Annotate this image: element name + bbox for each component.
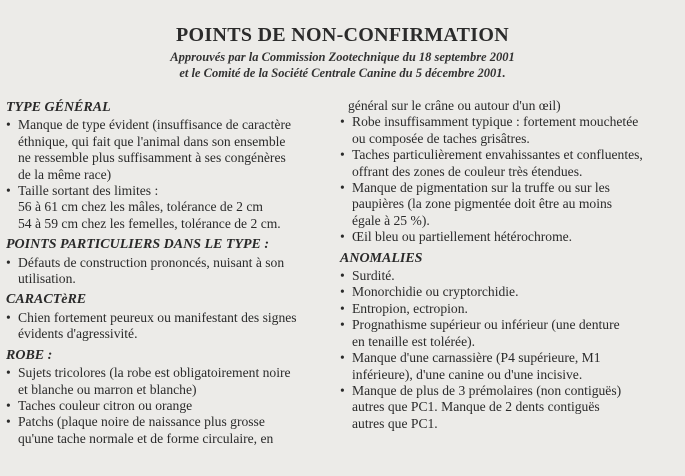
item-line: et blanche ou marron et blanche) bbox=[18, 381, 197, 397]
bullet-icon: • bbox=[340, 268, 345, 284]
page-title: POINTS DE NON-CONFIRMATION bbox=[176, 24, 509, 46]
bullet-icon: • bbox=[340, 317, 345, 333]
section-heading-anomalies: ANOMALIES bbox=[340, 250, 423, 266]
bullet-icon: • bbox=[340, 229, 345, 245]
bullet-icon: • bbox=[340, 284, 345, 300]
list-item bbox=[340, 147, 662, 180]
section-heading-points-particuliers: POINTS PARTICULIERS DANS LE TYPE : bbox=[6, 237, 270, 253]
item-line: Entropion, ectropion. bbox=[352, 300, 468, 316]
section-heading-robe: ROBE : bbox=[6, 347, 53, 363]
bullet-icon: • bbox=[6, 254, 11, 270]
item-line: Taches couleur citron ou orange bbox=[18, 397, 193, 413]
item-line: Œil bleu ou partiellement hétérochrome. bbox=[352, 229, 573, 245]
item-line: offrant des zones de couleur très étendues. bbox=[352, 163, 583, 179]
item-line: autres que PC1. bbox=[352, 415, 438, 431]
spacer bbox=[340, 246, 662, 249]
item-line: Taille sortant des limites : bbox=[18, 183, 159, 199]
bullet-icon: • bbox=[340, 147, 345, 163]
item-line: ou composée de taches grisâtres. bbox=[352, 130, 530, 146]
spacer bbox=[6, 287, 322, 290]
bullet-icon: • bbox=[6, 414, 11, 430]
right-column bbox=[340, 98, 662, 432]
bullet-icon: • bbox=[6, 309, 11, 325]
item-line: Patchs (plaque noire de naissance plus grosse bbox=[18, 414, 265, 430]
item-line: utilisation. bbox=[18, 271, 76, 287]
list-item bbox=[6, 310, 322, 343]
list-item bbox=[6, 365, 322, 398]
list-item bbox=[340, 350, 662, 383]
item-line: éthnique, qui fait que l'animal dans son ensemble bbox=[18, 133, 286, 149]
robe-continued-line: général sur le crâne ou autour d'un œil) bbox=[348, 98, 561, 113]
item-line: paupières (la zone pigmentée doit être au moins bbox=[352, 196, 613, 212]
item-line: Manque d'une carnassière (P4 supérieure, M1 bbox=[352, 350, 601, 366]
item-line: Manque de pigmentation sur la truffe ou sur les bbox=[352, 180, 610, 196]
item-line: Monorchidie ou cryptorchidie. bbox=[352, 284, 519, 300]
spacer bbox=[6, 232, 322, 235]
item-line: Sujets tricolores (la robe est obligatoirement noire bbox=[18, 365, 291, 381]
list-item bbox=[340, 383, 662, 432]
list-item bbox=[340, 317, 662, 350]
section-heading-caractere: CARACTèRE bbox=[6, 292, 87, 308]
bullet-icon: • bbox=[340, 180, 345, 196]
bullet-icon: • bbox=[340, 350, 345, 366]
item-line: Manque de plus de 3 prémolaires (non contiguës) bbox=[352, 382, 622, 398]
list-item bbox=[340, 268, 662, 284]
size-line: 54 à 59 cm chez les femelles, tolérance de 2 cm. bbox=[18, 215, 281, 231]
bullet-icon: • bbox=[6, 365, 11, 381]
item-line: évidents d'agressivité. bbox=[18, 326, 138, 342]
bullet-icon: • bbox=[6, 117, 11, 133]
subtitle-line-2: et le Comité de la Société Centrale Canine du 5 décembre 2001. bbox=[179, 66, 506, 80]
item-line: ne ressemble plus suffisamment à ses congénères bbox=[18, 150, 286, 166]
item-line: de la même race) bbox=[18, 166, 112, 182]
list-item bbox=[6, 183, 322, 199]
bullet-icon: • bbox=[340, 382, 345, 398]
list-item bbox=[6, 414, 322, 447]
item-line: qu'une tache normale et de forme circulaire, en bbox=[18, 430, 274, 446]
item-line: Robe insuffisamment typique : fortement mouchetée bbox=[352, 114, 639, 130]
item-line: en tenaille est tolérée). bbox=[352, 333, 476, 349]
list-item bbox=[6, 117, 322, 183]
item-line: Manque de type évident (insuffisance de caractère bbox=[18, 117, 292, 133]
item-line: égale à 25 %). bbox=[352, 212, 430, 228]
left-column bbox=[6, 98, 322, 447]
subtitle-line-1: Approuvés par la Commission Zootechnique du 18 septembre 2001 bbox=[170, 50, 515, 64]
list-item bbox=[6, 255, 322, 288]
item-line: Défauts de construction prononcés, nuisant à son bbox=[18, 254, 285, 270]
item-line: autres que PC1. Manque de 2 dents contiguës bbox=[352, 399, 600, 415]
size-line: 56 à 61 cm chez les mâles, tolérance de 2 cm bbox=[18, 199, 263, 215]
bullet-icon: • bbox=[6, 397, 11, 413]
spacer bbox=[6, 343, 322, 346]
list-item bbox=[6, 398, 322, 414]
list-item bbox=[340, 284, 662, 300]
section-heading-type-general: TYPE GÉNÉRAL bbox=[6, 100, 111, 115]
item-line: Surdité. bbox=[352, 268, 395, 284]
item-line: Prognathisme supérieur ou inférieur (une denture bbox=[352, 317, 620, 333]
list-item bbox=[340, 114, 662, 147]
bullet-icon: • bbox=[340, 114, 345, 130]
list-item bbox=[340, 229, 662, 245]
bullet-icon: • bbox=[340, 300, 345, 316]
item-line: Chien fortement peureux ou manifestant des signes bbox=[18, 309, 297, 325]
list-item bbox=[340, 180, 662, 229]
item-line: Taches particulièrement envahissantes et confluentes, bbox=[352, 147, 643, 163]
list-item bbox=[340, 301, 662, 317]
bullet-icon: • bbox=[6, 183, 11, 199]
item-line: inférieure), d'une canine ou d'une incisive. bbox=[352, 366, 583, 382]
